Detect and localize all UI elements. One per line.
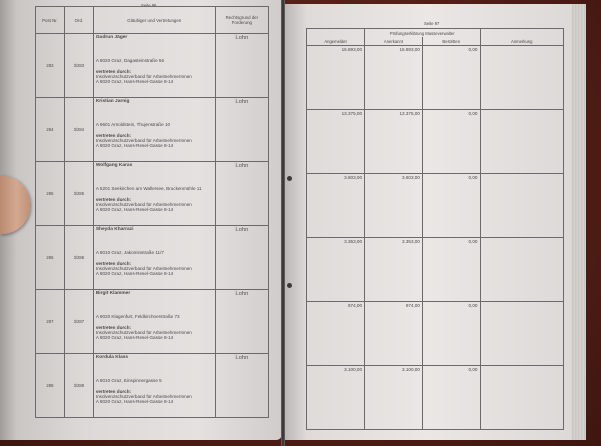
book-spine <box>281 0 285 446</box>
basis-cell <box>215 226 268 290</box>
representative-address: A 8020 Graz, Hans-Resel-Gasse 8-14 <box>95 335 174 340</box>
accepted-amount: 13.375,00 <box>365 110 423 174</box>
claim-basis: Lohn <box>235 163 249 169</box>
note-cell <box>480 238 564 302</box>
ord-nr: 3/288 <box>64 354 93 418</box>
disputed-amount: 0,00 <box>422 366 480 430</box>
represented-label: vertreten durch: <box>95 69 132 74</box>
col-basis: Rechtsgrund der Forderung <box>215 7 268 34</box>
disputed-amount: 0,00 <box>422 110 480 174</box>
col-ord: Ord. <box>64 7 93 34</box>
declared-amount: 3.353,00 <box>307 238 365 302</box>
accepted-amount: 3.100,00 <box>365 366 423 430</box>
ord-nr: 3/284 <box>64 98 93 162</box>
represented-label: vertreten durch: <box>95 261 132 266</box>
declared-amount: 13.375,00 <box>307 110 365 174</box>
creditor-table <box>35 6 269 418</box>
creditor-name: Sheyda Kharrazi <box>95 227 134 232</box>
pos-nr: 283 <box>36 34 65 98</box>
note-cell <box>480 110 564 174</box>
basis-cell <box>215 34 268 98</box>
declared-amount: 16.893,00 <box>307 46 365 110</box>
pos-nr: 287 <box>36 290 65 354</box>
creditor-address: A 8010 Graz, Jakominstraße 11/7 <box>95 250 164 255</box>
representative-address: A 8020 Graz, Hans-Resel-Gasse 8-14 <box>95 79 174 84</box>
pos-nr: 284 <box>36 98 65 162</box>
creditor-cell <box>93 354 215 418</box>
right-page-label: Seite 97 <box>424 21 440 26</box>
representative-org: Insolvenzschutzverband für ArbeitnehmerInnen <box>95 138 192 143</box>
creditor-cell <box>93 290 215 354</box>
creditor-name: Gudrun Jäger <box>95 35 128 40</box>
pos-nr: 285 <box>36 162 65 226</box>
claim-basis: Lohn <box>235 355 249 361</box>
disputed-amount: 0,00 <box>422 302 480 366</box>
creditor-cell <box>93 226 215 290</box>
page-edges <box>572 4 586 440</box>
ord-nr: 3/287 <box>64 290 93 354</box>
col-note: Anmerkung <box>480 29 564 46</box>
creditor-cell <box>93 162 215 226</box>
col-disputed: Bestritten <box>422 37 480 46</box>
col-pos-nr: Post Nr. <box>36 7 65 34</box>
table-row <box>307 174 564 238</box>
col-declared: Angemeldet <box>307 29 365 46</box>
claim-basis: Lohn <box>235 227 249 233</box>
representative-org: Insolvenzschutzverband für ArbeitnehmerInnen <box>95 266 192 271</box>
accepted-amount: 16.893,00 <box>365 46 423 110</box>
representative-address: A 8020 Graz, Hans-Resel-Gasse 8-14 <box>95 271 174 276</box>
col-group-review: Prüfungserklärung Masseverwalter <box>365 29 480 38</box>
representative-address: A 8020 Graz, Hans-Resel-Gasse 8-14 <box>95 143 174 148</box>
disputed-amount: 0,00 <box>422 174 480 238</box>
note-cell <box>480 174 564 238</box>
represented-label: vertreten durch: <box>95 133 132 138</box>
representative-org: Insolvenzschutzverband für ArbeitnehmerInnen <box>95 330 192 335</box>
declared-amount: 3.603,00 <box>307 174 365 238</box>
accepted-amount: 3.353,00 <box>365 238 423 302</box>
representative-org: Insolvenzschutzverband für ArbeitnehmerInnen <box>95 394 192 399</box>
ord-nr: 3/283 <box>64 34 93 98</box>
disputed-amount: 0,00 <box>422 238 480 302</box>
note-cell <box>480 366 564 430</box>
pos-nr: 286 <box>36 226 65 290</box>
table-row <box>307 46 564 110</box>
note-cell <box>480 302 564 366</box>
creditor-name: Birgit Klammer <box>95 291 131 296</box>
representative-org: Insolvenzschutzverband für ArbeitnehmerInnen <box>95 74 192 79</box>
creditor-name: Kristian Jarnig <box>95 99 130 104</box>
table-row <box>307 238 564 302</box>
declared-amount: 3.100,00 <box>307 366 365 430</box>
represented-label: vertreten durch: <box>95 325 132 330</box>
claim-basis: Lohn <box>235 99 249 105</box>
creditor-name: Kordula Klass <box>95 355 129 360</box>
claims-table <box>306 28 564 430</box>
basis-cell <box>215 354 268 418</box>
binder-hole <box>287 283 292 288</box>
accepted-amount: 974,00 <box>365 302 423 366</box>
representative-org: Insolvenzschutzverband für ArbeitnehmerInnen <box>95 202 192 207</box>
represented-label: vertreten durch: <box>95 197 132 202</box>
left-page-label: Seite 96 <box>141 3 157 8</box>
table-row <box>307 110 564 174</box>
representative-address: A 8020 Graz, Hans-Resel-Gasse 8-14 <box>95 399 174 404</box>
table-row <box>36 98 269 162</box>
col-accepted: Anerkannt <box>365 37 423 46</box>
creditor-address: A 8010 Graz, Einspinnergasse 5 <box>95 378 162 383</box>
table-row <box>307 302 564 366</box>
basis-cell <box>215 162 268 226</box>
basis-cell <box>215 290 268 354</box>
creditor-cell <box>93 98 215 162</box>
creditor-address: A 8020 Graz, Dagasteinstraße 56 <box>95 58 165 63</box>
col-creditors: Gläubiger und Vertretungen <box>93 7 215 34</box>
ord-nr: 3/286 <box>64 226 93 290</box>
binder-hole <box>287 176 292 181</box>
disputed-amount: 0,00 <box>422 46 480 110</box>
accepted-amount: 3.603,00 <box>365 174 423 238</box>
representative-address: A 8020 Graz, Hans-Resel-Gasse 8-14 <box>95 207 174 212</box>
table-row <box>307 366 564 430</box>
creditor-address: A 5201 Seekirchen am Wallersee, Bruckenmühle 11 <box>95 186 202 191</box>
creditor-address: A 9601 Arnoldstein, Thujenstraße 10 <box>95 122 171 127</box>
ord-nr: 3/285 <box>64 162 93 226</box>
creditor-address: A 9020 Klagenfurt, Feldkirchnerstraße 73 <box>95 314 180 319</box>
table-row <box>36 162 269 226</box>
table-row <box>36 34 269 98</box>
claim-basis: Lohn <box>235 35 249 41</box>
table-row <box>36 354 269 418</box>
basis-cell <box>215 98 268 162</box>
pos-nr: 288 <box>36 354 65 418</box>
declared-amount: 974,00 <box>307 302 365 366</box>
table-row <box>36 226 269 290</box>
note-cell <box>480 46 564 110</box>
creditor-name: Wolfgang Karas <box>95 163 133 168</box>
claim-basis: Lohn <box>235 291 249 297</box>
table-row <box>36 290 269 354</box>
represented-label: vertreten durch: <box>95 389 132 394</box>
creditor-cell <box>93 34 215 98</box>
